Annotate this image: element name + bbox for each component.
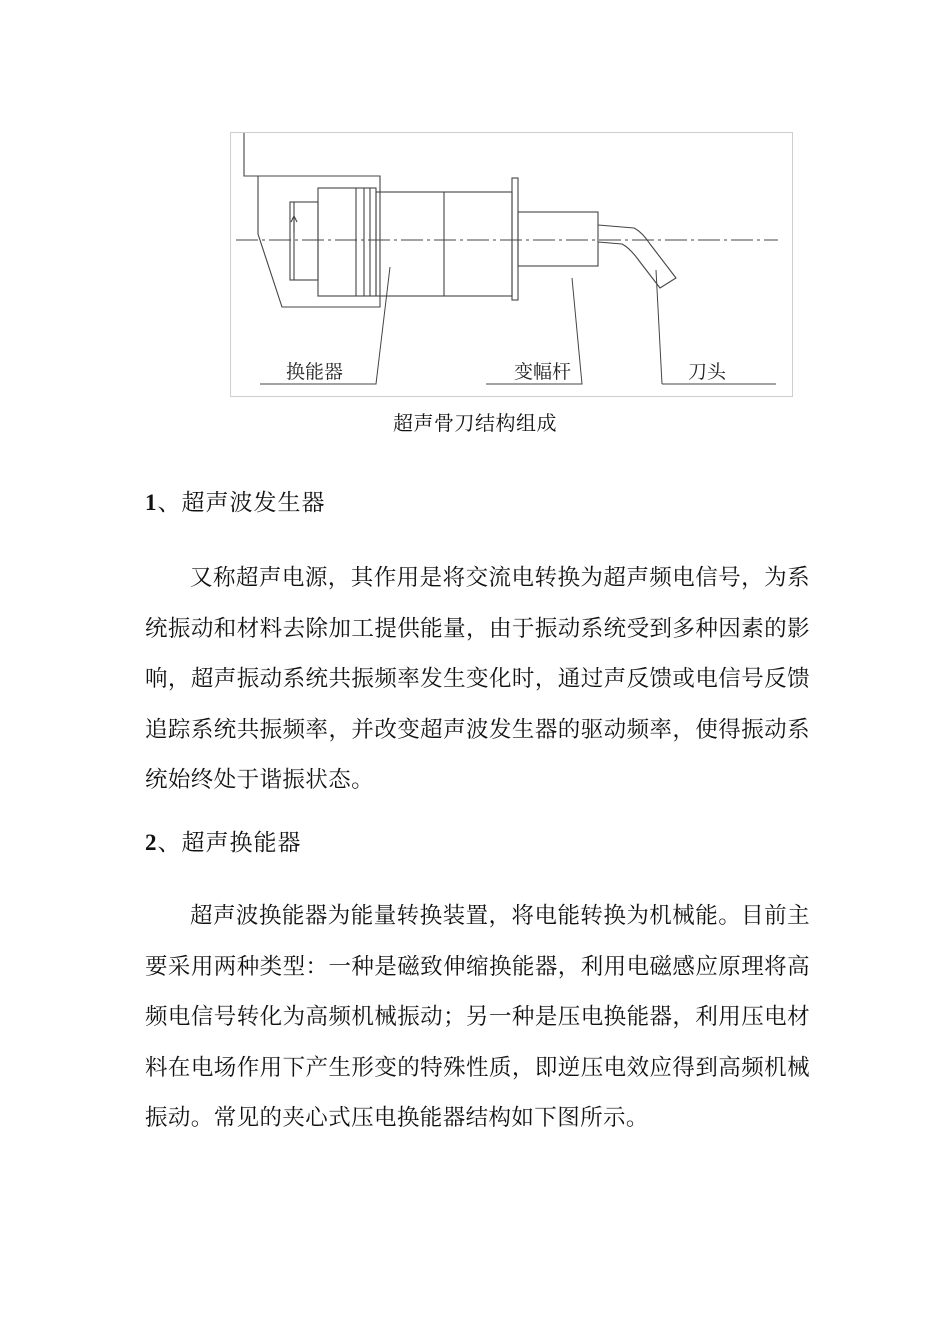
section-body-1: 又称超声电源，其作用是将交流电转换为超声频电信号，为系统振动和材料去除加工提供能量，由于振动系统受到多种因素的影响，超声振动系统共振频率发生变化时，通过声反馈或电信号反馈追踪系统共振频率，并改变超声波发生器的驱动频率，使得振动系统始终处于谐振状态。 (145, 565, 810, 793)
horn-flange (512, 178, 518, 300)
diagram-svg (230, 132, 793, 397)
blade-tip (598, 225, 676, 288)
ultrasonic-bone-knife-diagram (230, 132, 793, 397)
horn-front-section (518, 212, 598, 266)
section-body-2: 超声波换能器为能量转换装置，将电能转换为机械能。目前主要采用两种类型：一种是磁致伸缩换能器，利用电磁感应原理将高频电信号转化为高频机械振动；另一种是压电换能器，利用压电材料在电场作用下产生形变的特殊性质，即逆压电效应得到高频机械振动。常见的夹心式压电换能器结构如下图所示。 (145, 903, 810, 1131)
label-horn: 变幅杆 (514, 361, 572, 383)
section-number-1: 1 (145, 490, 158, 515)
label-transducer: 换能器 (286, 361, 344, 383)
section-heading-1 (145, 487, 326, 519)
section-heading-2 (145, 827, 302, 859)
section-number-2: 2 (145, 830, 158, 855)
transducer-stack (318, 188, 376, 296)
section-title-1: 、超声波发生器 (157, 490, 326, 516)
housing-outline (244, 133, 380, 307)
section-title-2: 、超声换能器 (157, 830, 302, 856)
label-blade: 刀头 (688, 361, 727, 383)
figure-caption: 超声骨刀结构组成 (393, 411, 557, 435)
